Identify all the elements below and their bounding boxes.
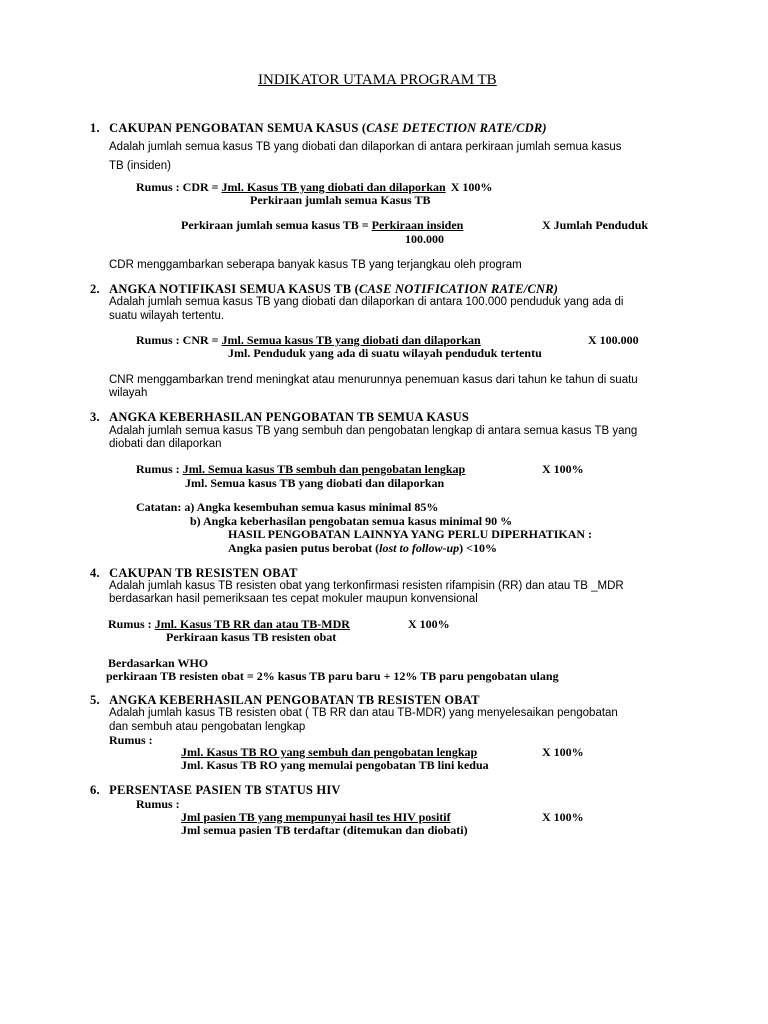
who-formula: perkiraan TB resisten obat = 2% kasus TB paru baru + 12% TB paru pengobatan ulang xyxy=(106,669,559,683)
section-3-heading xyxy=(90,410,469,425)
section-6-heading xyxy=(90,783,341,798)
formula-multiplier: X 100% xyxy=(408,617,450,631)
section-3-formula xyxy=(136,462,465,477)
section-1-heading xyxy=(90,121,547,136)
section-2-note-line-1: CNR menggambarkan trend meningkat atau menurunnya penemuan kasus dari tahun ke tahun di suatu xyxy=(109,374,638,386)
formula-prefix: Rumus : xyxy=(136,462,183,476)
putus-berobat xyxy=(228,541,497,556)
section-number: 5. xyxy=(90,693,100,707)
formula-denominator: Jml semua pasien TB terdaftar (ditemukan dan diobati) xyxy=(181,823,468,837)
section-3-desc-line-2: diobati dan dilaporkan xyxy=(109,438,222,450)
formula-denominator: Jml. Kasus TB RO yang memulai pengobatan TB lini kedua xyxy=(181,758,489,772)
formula-numerator: Jml. Kasus TB yang diobati dan dilaporkan xyxy=(221,180,446,194)
formula-numerator: Jml. Semua kasus TB yang diobati dan dilaporkan xyxy=(221,333,481,347)
formula-prefix: Perkiraan jumlah semua kasus TB = xyxy=(181,218,372,232)
formula-numerator: Perkiraan insiden xyxy=(371,218,464,232)
section-1-note: CDR menggambarkan seberapa banyak kasus TB yang terjangkau oleh program xyxy=(109,259,522,271)
catatan-b: b) Angka keberhasilan pengobatan semua kasus minimal 90 % xyxy=(190,514,513,528)
section-4-desc-line-2: berdasarkan hasil pemeriksaan tes cepat mokuler maupun konvensional xyxy=(109,593,478,605)
section-title: ANGKA NOTIFIKASI SEMUA KASUS TB ( xyxy=(109,282,359,296)
section-number: 1. xyxy=(90,121,100,135)
section-number: 6. xyxy=(90,783,100,797)
formula-multiplier: X 100% xyxy=(542,810,584,824)
formula-prefix: Rumus : xyxy=(108,617,155,631)
formula-numerator: Jml. Kasus TB RR dan atau TB-MDR xyxy=(154,617,350,631)
section-title: CAKUPAN PENGOBATAN SEMUA KASUS ( xyxy=(109,121,367,135)
formula-denominator: Perkiraan kasus TB resisten obat xyxy=(166,630,337,644)
putus-prefix: Angka pasien putus berobat ( xyxy=(228,541,380,555)
putus-suffix: ) <10% xyxy=(459,541,498,555)
section-title: CAKUPAN TB RESISTEN OBAT xyxy=(109,566,298,580)
section-2-desc-line-1: Adalah jumlah semua kasus TB yang diobati dan dilaporkan di antara 100.000 penduduk yang ada di xyxy=(109,296,624,308)
formula-multiplier: X 100% xyxy=(450,180,493,194)
formula-denominator: 100.000 xyxy=(405,232,444,246)
section-number: 4. xyxy=(90,566,100,580)
formula-multiplier: X 100.000 xyxy=(588,333,639,347)
formula-denominator: Jml. Semua kasus TB yang diobati dan dilaporkan xyxy=(185,476,445,490)
catatan-a: Catatan: a) Angka kesembuhan semua kasus minimal 85% xyxy=(136,500,439,514)
hasil-heading: HASIL PENGOBATAN LAINNYA YANG PERLU DIPERHATIKAN : xyxy=(228,527,593,541)
formula-multiplier: X 100% xyxy=(542,745,584,759)
formula-numerator: Jml. Semua kasus TB sembuh dan pengobatan lengkap xyxy=(182,462,466,476)
section-2-desc-line-2: suatu wilayah tertentu. xyxy=(109,310,225,322)
section-title: PERSENTASE PASIEN TB STATUS HIV xyxy=(109,783,341,797)
section-3-desc-line-1: Adalah jumlah semua kasus TB yang sembuh dan pengobatan lengkap di antara semua kasus TB yang xyxy=(109,425,638,437)
formula-numerator: Jml. Kasus TB RO yang sembuh dan pengobatan lengkap xyxy=(181,745,478,759)
section-2-note-line-2: wilayah xyxy=(109,387,148,399)
section-5-desc-line-1: Adalah jumlah kasus TB resisten obat ( TB RR dan atau TB-MDR) yang menyelesaikan pengobatan xyxy=(109,707,618,719)
rumus-label: Rumus : xyxy=(109,733,153,747)
section-1-desc-line-2: TB (insiden) xyxy=(109,160,171,172)
formula-multiplier: X Jumlah Penduduk xyxy=(542,218,649,232)
page-title: INDIKATOR UTAMA PROGRAM TB xyxy=(258,72,497,88)
formula-numerator: Jml pasien TB yang mempunyai hasil tes HIV positif xyxy=(181,810,451,824)
section-title: ANGKA KEBERHASILAN PENGOBATAN TB RESISTEN OBAT xyxy=(109,693,480,707)
section-number: 2. xyxy=(90,282,100,296)
section-title-italic: CASE NOTIFICATION RATE/CNR) xyxy=(358,282,559,296)
section-number: 3. xyxy=(90,410,100,424)
section-4-desc-line-1: Adalah jumlah kasus TB resisten obat yang terkonfirmasi resisten rifampisin (RR) dan atau TB _MDR xyxy=(109,580,624,592)
section-title-italic: CASE DETECTION RATE/CDR) xyxy=(366,121,547,135)
section-1-estimate-formula xyxy=(181,218,463,233)
formula-prefix: Rumus : CDR = xyxy=(136,180,222,194)
section-5-desc-line-2: dan sembuh atau pengobatan lengkap xyxy=(109,721,306,733)
section-title: ANGKA KEBERHASILAN PENGOBATAN TB SEMUA KASUS xyxy=(109,410,470,424)
formula-denominator: Perkiraan jumlah semua Kasus TB xyxy=(250,193,431,207)
rumus-label: Rumus : xyxy=(136,797,180,811)
formula-prefix: Rumus : CNR = xyxy=(136,333,222,347)
who-heading: Berdasarkan WHO xyxy=(108,656,209,670)
formula-multiplier: X 100% xyxy=(542,462,584,476)
formula-denominator: Jml. Penduduk yang ada di suatu wilayah penduduk tertentu xyxy=(228,346,542,360)
section-1-desc-line-1: Adalah jumlah semua kasus TB yang diobati dan dilaporkan di antara perkiraan jumlah semua kasus xyxy=(109,141,622,153)
putus-italic: lost to follow-up xyxy=(379,541,460,555)
